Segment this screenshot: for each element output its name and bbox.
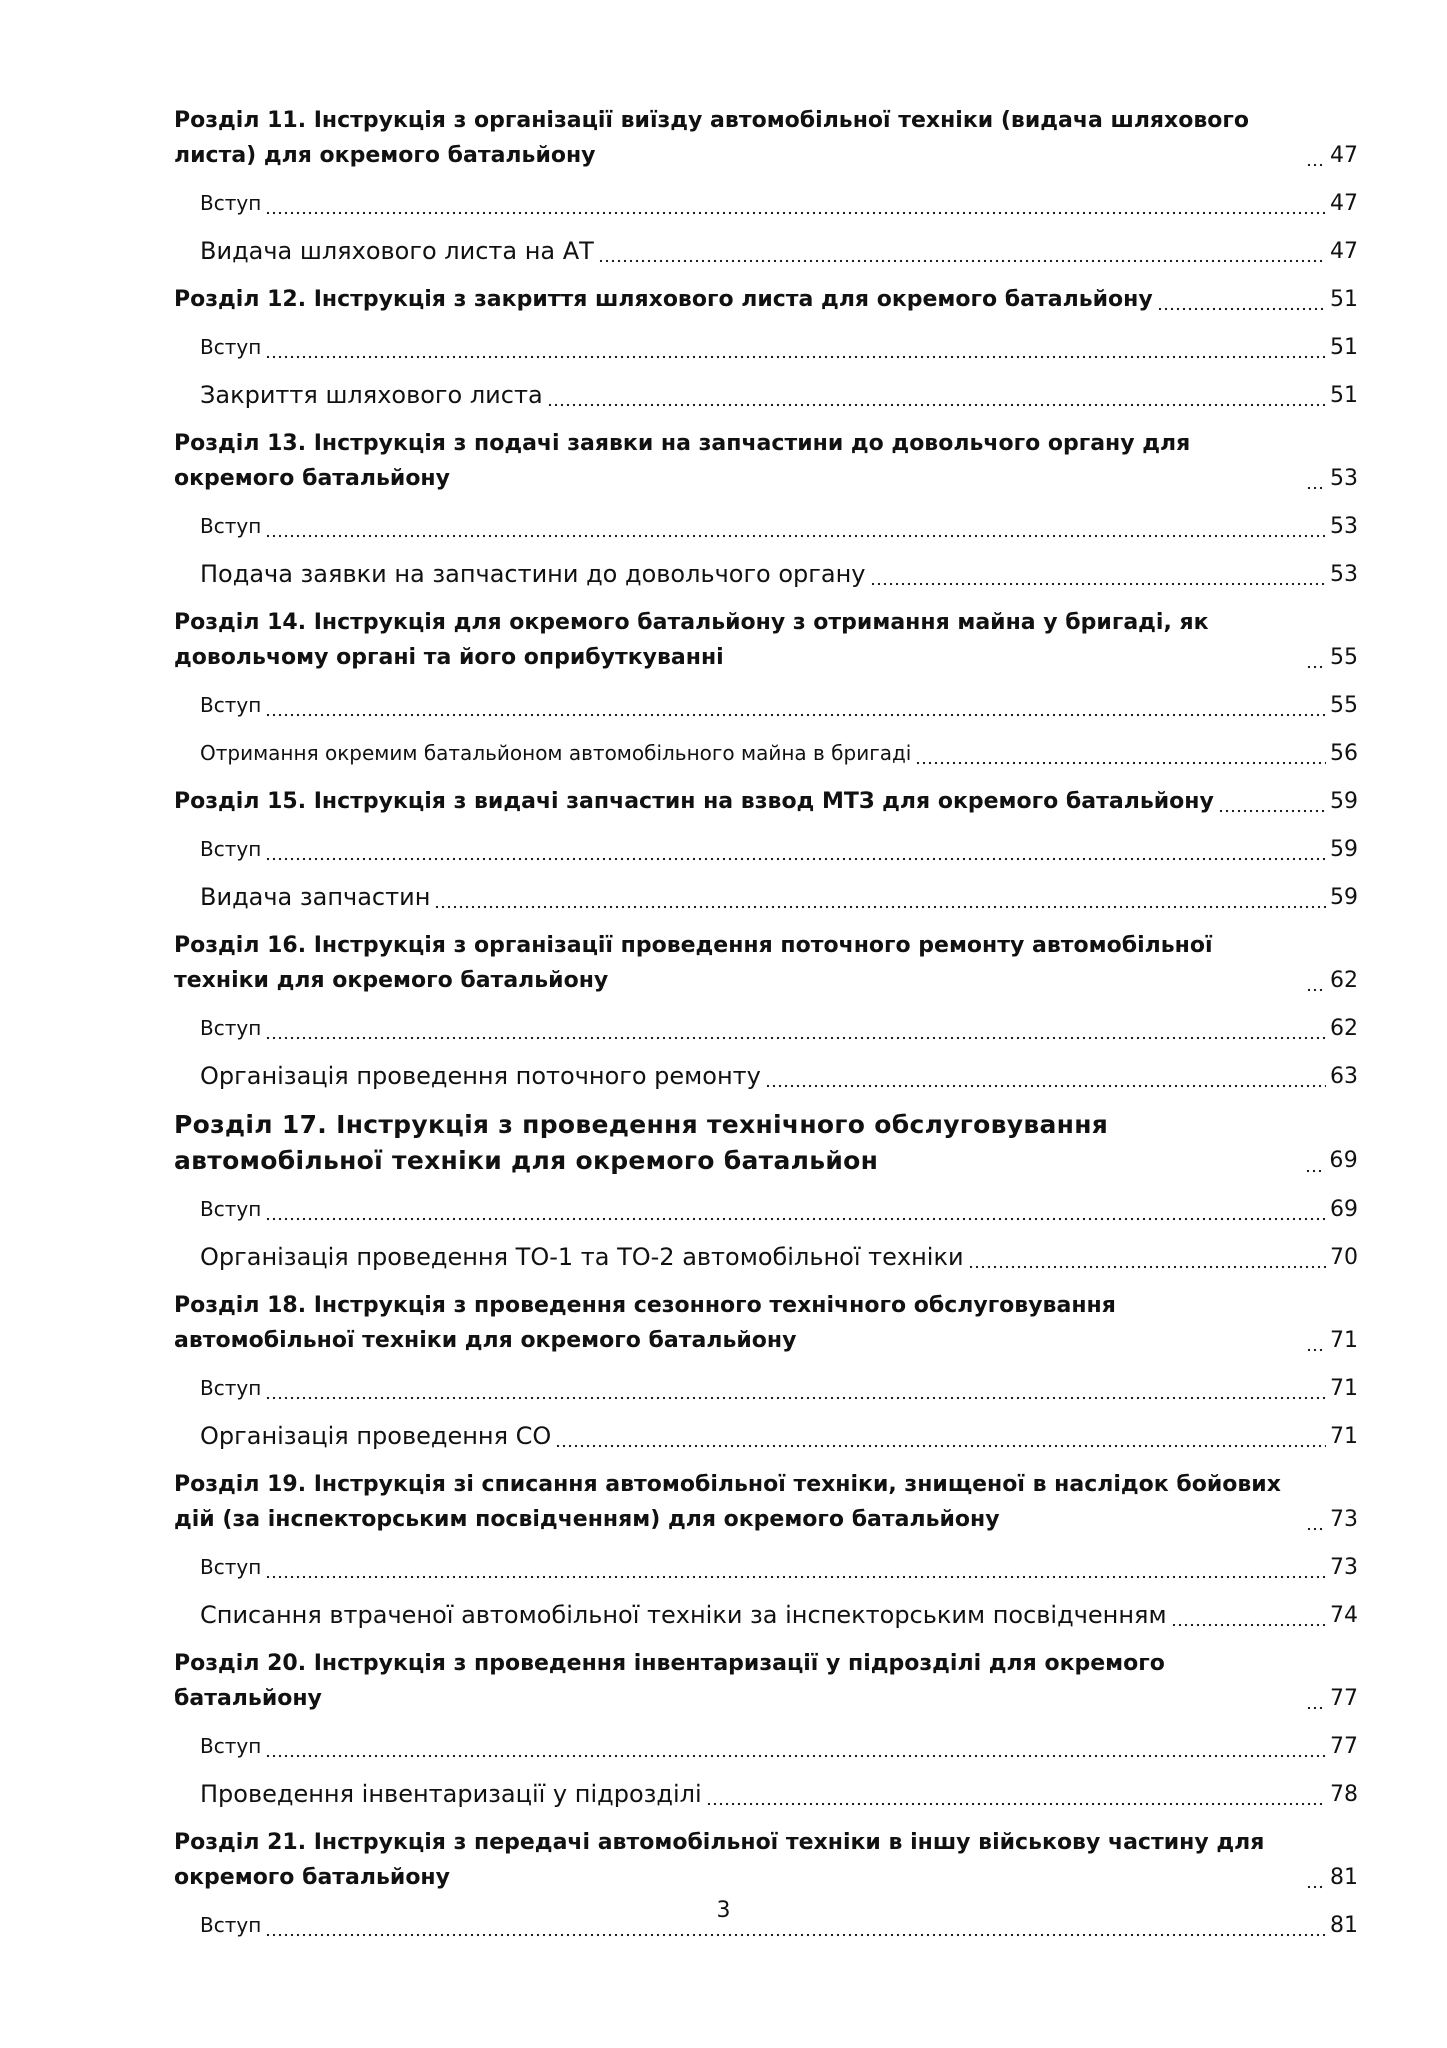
toc-entry-page: 74: [1330, 1603, 1358, 1628]
toc-entry-title: Розділ 16. Інструкція з організації проведення поточного ремонту автомобільної техніки для окремого батальйону: [174, 933, 1213, 993]
toc-subsection-entry[interactable]: [174, 832, 1358, 867]
toc-entry-title: Вступ: [200, 1197, 262, 1221]
toc-entry-page: 56: [1330, 741, 1358, 766]
toc-entry-title: Отримання окремим батальйоном автомобільного майна в бригаді: [200, 741, 912, 765]
toc-entry-title: Організація проведення СО: [200, 1422, 552, 1450]
dot-leader: [1306, 988, 1326, 992]
toc-entry-page: 77: [1330, 1686, 1358, 1711]
toc-entry-page: 59: [1330, 789, 1358, 814]
toc-subsection-entry[interactable]: [174, 880, 1358, 915]
dot-leader: [1306, 665, 1326, 669]
toc-entry-page: 71: [1330, 1424, 1358, 1449]
toc-subsection-entry[interactable]: [174, 509, 1358, 544]
dot-leader: [265, 713, 1326, 717]
dot-leader: [870, 582, 1327, 586]
toc-entry-title: Організація проведення поточного ремонту: [200, 1062, 761, 1090]
toc-entry-page: 73: [1330, 1555, 1358, 1580]
toc-subsection-entry[interactable]: [174, 1059, 1358, 1094]
toc-entry-title: Проведення інвентаризації у підрозділі: [200, 1780, 702, 1808]
toc-section-entry[interactable]: [174, 928, 1358, 998]
toc-subsection-entry[interactable]: [174, 186, 1358, 221]
dot-leader: [265, 1575, 1326, 1579]
dot-leader: [765, 1084, 1326, 1088]
dot-leader: [265, 355, 1326, 359]
toc-entry-page: 69: [1329, 1148, 1358, 1173]
dot-leader: [968, 1265, 1326, 1269]
dot-leader: [915, 761, 1326, 765]
dot-leader: [1218, 809, 1326, 813]
toc-section-entry[interactable]: [174, 1825, 1358, 1895]
toc-entry-page: 51: [1330, 383, 1358, 408]
toc-subsection-entry[interactable]: [174, 1011, 1358, 1046]
toc-entry-page: 71: [1330, 1328, 1358, 1353]
toc-entry-page: 55: [1330, 645, 1358, 670]
toc-entry-title: Видача запчастин: [200, 883, 431, 911]
dot-leader: [1306, 486, 1326, 490]
dot-leader: [265, 211, 1326, 215]
toc-entry-title: Вступ: [200, 1913, 262, 1937]
toc-section-entry[interactable]: [174, 1646, 1358, 1716]
toc-entry-title: Вступ: [200, 1376, 262, 1400]
toc-subsection-entry[interactable]: [174, 234, 1358, 269]
toc-entry-page: 62: [1330, 968, 1358, 993]
toc-entry-title: Вступ: [200, 1016, 262, 1040]
dot-leader: [1305, 1169, 1325, 1173]
toc-subsection-entry[interactable]: [174, 378, 1358, 413]
toc-subsection-entry[interactable]: [174, 1371, 1358, 1406]
toc-subsection-entry[interactable]: [174, 1419, 1358, 1454]
toc-entry-title: Розділ 12. Інструкція з закриття шляхового листа для окремого батальйону: [174, 287, 1153, 312]
toc-entry-title: Вступ: [200, 1555, 262, 1579]
dot-leader: [265, 1217, 1326, 1221]
table-of-contents: [174, 103, 1358, 1943]
toc-subsection-entry[interactable]: [174, 1598, 1358, 1633]
toc-entry-page: 78: [1330, 1782, 1358, 1807]
toc-entry-title: Розділ 17. Інструкція з проведення технічного обслуговування автомобільної техніки для окремого батальйон: [174, 1110, 1109, 1175]
toc-entry-page: 53: [1330, 466, 1358, 491]
toc-entry-title: Вступ: [200, 693, 262, 717]
toc-entry-page: 53: [1330, 514, 1358, 539]
dot-leader: [1306, 1885, 1326, 1889]
toc-entry-page: 47: [1330, 239, 1358, 264]
dot-leader: [1306, 1348, 1326, 1352]
dot-leader: [555, 1444, 1326, 1448]
toc-entry-page: 71: [1330, 1376, 1358, 1401]
dot-leader: [1306, 1527, 1326, 1531]
toc-entry-page: 47: [1330, 191, 1358, 216]
toc-entry-page: 81: [1330, 1865, 1358, 1890]
toc-entry-title: Розділ 13. Інструкція з подачі заявки на запчастини до довольчого органу для окремого батальйону: [174, 431, 1191, 491]
toc-entry-title: Закриття шляхового листа: [200, 381, 543, 409]
toc-section-entry[interactable]: [174, 1288, 1358, 1358]
dot-leader: [598, 259, 1326, 263]
toc-entry-title: Організація проведення ТО-1 та ТО-2 автомобільної техніки: [200, 1243, 964, 1271]
dot-leader: [1171, 1623, 1326, 1627]
dot-leader: [434, 905, 1326, 909]
toc-entry-page: 73: [1330, 1507, 1358, 1532]
toc-entry-title: Вступ: [200, 514, 262, 538]
dot-leader: [265, 1036, 1326, 1040]
toc-section-entry[interactable]: [174, 282, 1358, 317]
toc-section-entry[interactable]: [174, 605, 1358, 675]
toc-entry-title: Розділ 19. Інструкція зі списання автомобільної техніки, знищеної в наслідок бойових дій (за інспекторським посвідченням) для окремого батальйону: [174, 1472, 1281, 1532]
toc-entry-title: Подача заявки на запчастини до довольчого органу: [200, 560, 866, 588]
toc-section-entry[interactable]: [174, 103, 1358, 173]
toc-entry-title: Вступ: [200, 1734, 262, 1758]
toc-subsection-entry[interactable]: [174, 736, 1358, 771]
toc-entry-page: 55: [1330, 693, 1358, 718]
toc-subsection-entry[interactable]: [174, 330, 1358, 365]
toc-entry-title: Видача шляхового листа на АТ: [200, 237, 594, 265]
toc-entry-page: 59: [1330, 837, 1358, 862]
dot-leader: [1306, 1706, 1326, 1710]
toc-entry-page: 62: [1330, 1016, 1358, 1041]
toc-entry-page: 69: [1330, 1197, 1358, 1222]
toc-entry-page: 77: [1330, 1734, 1358, 1759]
toc-entry-page: 53: [1330, 562, 1358, 587]
toc-subsection-entry[interactable]: [174, 557, 1358, 592]
toc-entry-title: Розділ 18. Інструкція з проведення сезонного технічного обслуговування автомобільної техніки для окремого батальйону: [174, 1293, 1116, 1353]
toc-section-entry[interactable]: [174, 1107, 1358, 1179]
dot-leader: [265, 1754, 1326, 1758]
dot-leader: [706, 1802, 1326, 1806]
dot-leader: [1157, 307, 1326, 311]
toc-section-entry[interactable]: [174, 426, 1358, 496]
page-number: 3: [716, 1898, 731, 1923]
toc-entry-title: Списання втраченої автомобільної техніки за інспекторським посвідченням: [200, 1601, 1167, 1629]
toc-entry-title: Вступ: [200, 335, 262, 359]
toc-entry-page: 70: [1330, 1245, 1358, 1270]
toc-entry-title: Розділ 14. Інструкція для окремого батальйону з отримання майна у бригаді, як довольчому органі та його оприбуткуванні: [174, 610, 1209, 670]
toc-entry-title: Вступ: [200, 191, 262, 215]
toc-subsection-entry[interactable]: [174, 688, 1358, 723]
toc-subsection-entry[interactable]: [174, 1550, 1358, 1585]
toc-entry-title: Розділ 15. Інструкція з видачі запчастин на взвод МТЗ для окремого батальйону: [174, 789, 1214, 814]
toc-entry-title: Розділ 20. Інструкція з проведення інвентаризації у підрозділі для окремого батальйону: [174, 1651, 1165, 1711]
dot-leader: [265, 857, 1326, 861]
toc-entry-page: 47: [1330, 143, 1358, 168]
toc-entry-page: 51: [1330, 335, 1358, 360]
toc-entry-title: Розділ 21. Інструкція з передачі автомобільної техніки в іншу військову частину для окремого батальйону: [174, 1830, 1265, 1890]
dot-leader: [265, 534, 1326, 538]
toc-section-entry[interactable]: [174, 784, 1358, 819]
toc-entry-page: 81: [1330, 1913, 1358, 1938]
toc-entry-title: Розділ 11. Інструкція з організації виїзду автомобільної техніки (видача шляхового листа) для окремого батальйону: [174, 108, 1250, 168]
toc-entry-title: Вступ: [200, 837, 262, 861]
toc-entry-page: 59: [1330, 885, 1358, 910]
dot-leader: [265, 1396, 1326, 1400]
toc-subsection-entry[interactable]: [174, 1192, 1358, 1227]
toc-subsection-entry[interactable]: [174, 1729, 1358, 1764]
toc-subsection-entry[interactable]: [174, 1777, 1358, 1812]
dot-leader: [265, 1933, 1326, 1937]
dot-leader: [547, 403, 1326, 407]
toc-entry-page: 63: [1330, 1064, 1358, 1089]
dot-leader: [1306, 163, 1326, 167]
toc-subsection-entry[interactable]: [174, 1240, 1358, 1275]
toc-section-entry[interactable]: [174, 1467, 1358, 1537]
toc-entry-page: 51: [1330, 287, 1358, 312]
